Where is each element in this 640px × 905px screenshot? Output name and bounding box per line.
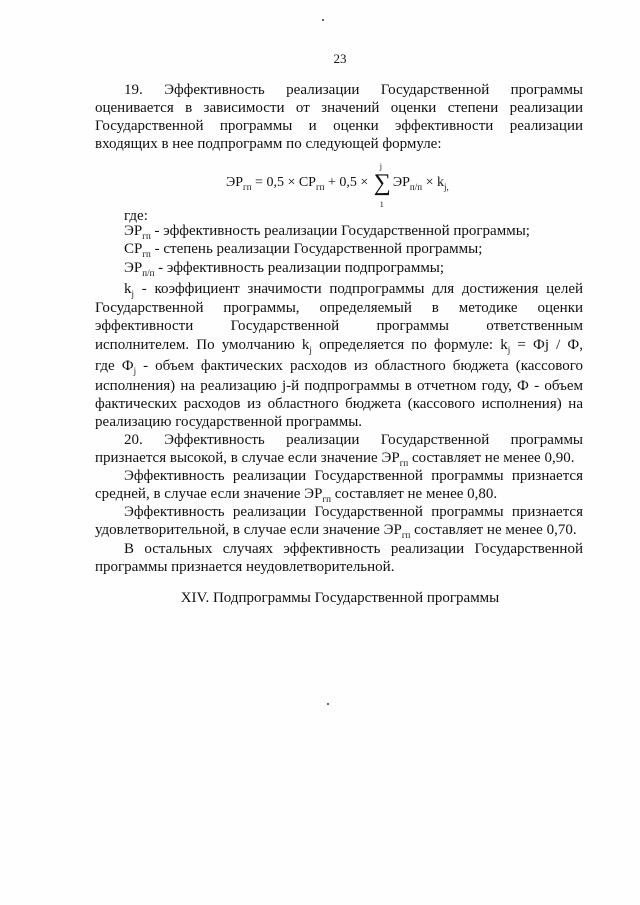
p19-line-4: входящих в нее подпрограмм по следующей формуле: — [95, 136, 442, 152]
kj-line-1: Государственной программы, определяемый в методике оценки — [95, 300, 584, 316]
p20-line-8: программы признается неудовлетворительной. — [95, 559, 395, 575]
p20-line-1: 20. Эффективность реализации Государственной программы — [124, 432, 584, 448]
scan-speck — [322, 19, 324, 21]
page-number: 23 — [333, 51, 347, 66]
definition-sr-gp: $СР_{гп}$ - степень реализации Государственной программы; — [124, 241, 483, 259]
p20-line-6: удовлетворительной, в случае если значение $ЭР_{гп}$ составляет не менее 0,70. — [95, 522, 577, 540]
kj-line-6: фактических расходов из областного бюджета (кассового исполнения) на — [95, 396, 583, 412]
kj-line-3: исполнителем. По умолчанию $k_j$ определяется по формуле: $k_j$ = Фj / Ф, — [95, 337, 584, 355]
efficiency-formula: $ЭР_{гп} = 0,5 \times СР_{гп} + 0,5$ × j ∑ 1 $ЭР_{п/п} \times k_{j,}$ — [226, 162, 449, 209]
p20-line-7: В остальных случаях эффективность реализации Государственной — [124, 541, 583, 557]
kj-line-5: исполнения) на реализацию j-й подпрограммы в отчетном году, Ф - объем — [95, 378, 583, 394]
kj-line-4: где $Ф_j$ - объем фактических расходов из областного бюджета (кассового — [95, 358, 583, 376]
section-heading: XIV. Подпрограммы Государственной программы — [180, 590, 500, 606]
definition-kj: $k_j$ - коэффициент значимости подпрограммы для достижения целей — [124, 281, 583, 299]
p20-line-2: признается высокой, в случае если значение $ЭР_{гп}$ составляет не менее 0,90. — [95, 450, 575, 468]
definition-er-gp: $ЭР_{гп}$ - эффективность реализации Государственной программы; — [124, 223, 530, 241]
p20-line-3: Эффективность реализации Государственной программы признается — [124, 468, 583, 484]
p19-line-2: оценивается в зависимости от значений оценки степени реализации — [95, 100, 583, 116]
scan-speck — [327, 703, 329, 705]
p19-line-3: Государственной программы и оценки эффективности реализации — [95, 118, 583, 134]
p20-line-4: средней, в случае если значение $ЭР_{гп}$ составляет не менее 0,80. — [95, 486, 498, 504]
where-label: где: — [124, 208, 148, 224]
definition-er-pp: $ЭР_{п/п}$ - эффективность реализации подпрограммы; — [124, 260, 445, 278]
p19-line-1: 19. Эффективность реализации Государственной программы — [124, 82, 584, 98]
kj-line-7: реализацию государственной программы. — [95, 414, 363, 430]
p20-line-5: Эффективность реализации Государственной программы признается — [124, 504, 583, 520]
kj-line-2: эффективности Государственной программы ответственным — [95, 318, 584, 334]
